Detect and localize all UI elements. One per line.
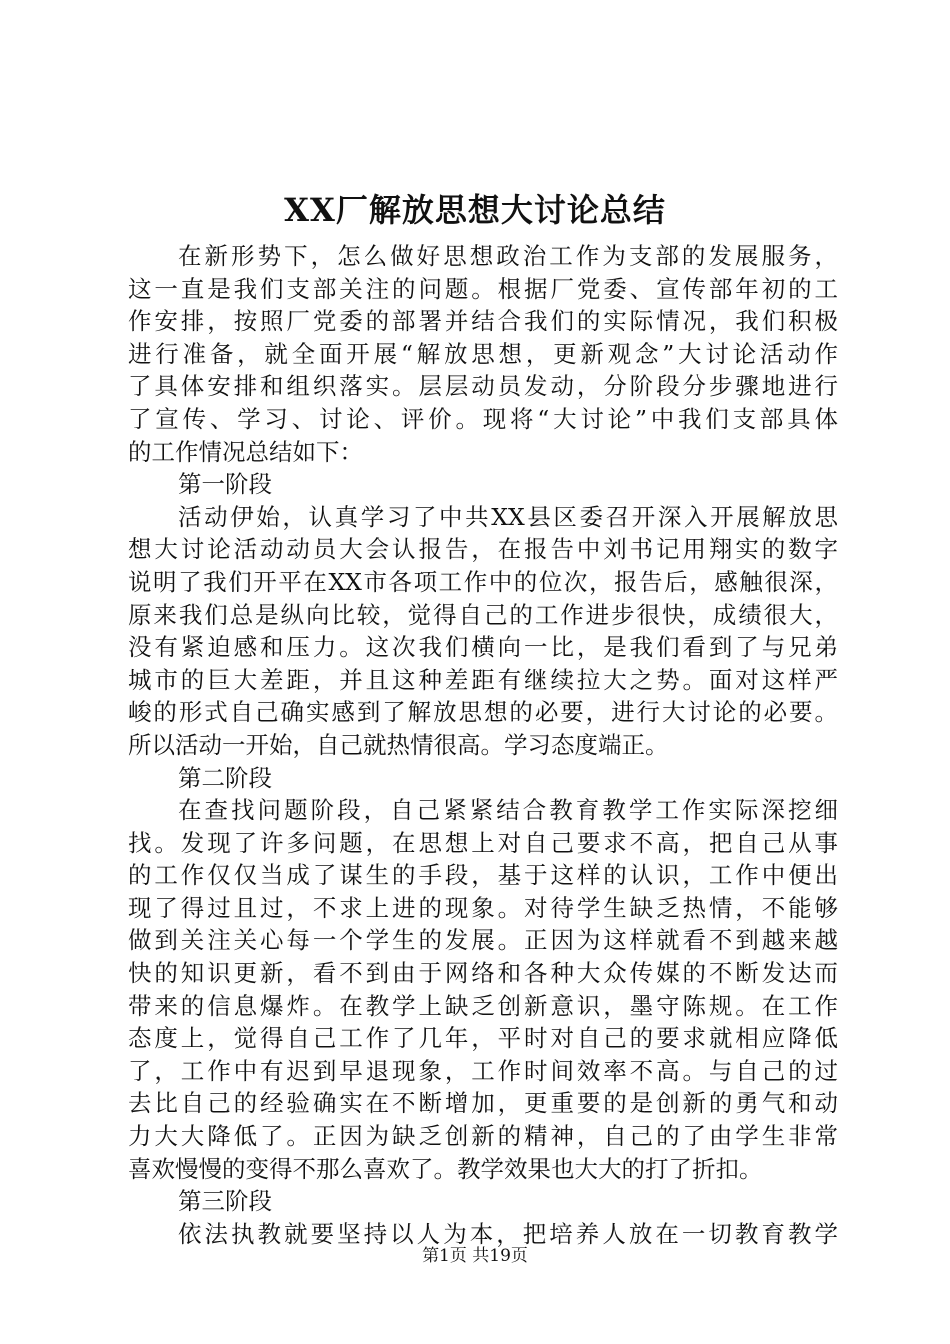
text-line: 现了得过且过，不求上进的现象。对待学生缺乏热情，不能够: [128, 893, 838, 922]
text-line: 的工作情况总结如下：: [128, 437, 363, 466]
text-line: 态度上，觉得自己工作了几年，平时对自己的要求就相应降低: [128, 1024, 838, 1053]
text-line: 想大讨论活动动员大会认报告，在报告中刘书记用翔实的数字: [128, 535, 838, 564]
section-heading: 第三阶段: [178, 1187, 272, 1216]
document-title: XX厂解放思想大讨论总结: [284, 191, 666, 229]
text-line: 峻的形式自己确实感到了解放思想的必要，进行大讨论的必要。: [128, 698, 838, 727]
text-line: 所以活动一开始，自己就热情很高。学习态度端正。: [128, 730, 669, 759]
text-line: 进行准备，就全面开展“解放思想，更新观念”大讨论活动作: [128, 339, 838, 368]
text-line: 快的知识更新，看不到由于网络和各种大众传媒的不断发达而: [128, 959, 838, 988]
text-line: 没有紧迫感和压力。这次我们横向一比，是我们看到了与兄弟: [128, 633, 838, 662]
text-line: 喜欢慢慢的变得不那么喜欢了。教学效果也大大的打了折扣。: [128, 1154, 763, 1183]
text-line: 找。发现了许多问题，在思想上对自己要求不高，把自己从事: [128, 828, 838, 857]
text-line: 带来的信息爆炸。在教学上缺乏创新意识，墨守陈规。在工作: [128, 991, 838, 1020]
text-line: 了，工作中有迟到早退现象，工作时间效率不高。与自己的过: [128, 1056, 838, 1085]
text-line: 做到关注关心每一个学生的发展。正因为这样就看不到越来越: [128, 926, 838, 955]
text-line: 这一直是我们支部关注的问题。根据厂党委、宣传部年初的工: [128, 274, 838, 303]
text-line: 城市的巨大差距，并且这种差距有继续拉大之势。面对这样严: [128, 665, 838, 694]
text-line: 活动伊始，认真学习了中共XX县区委召开深入开展解放思: [178, 502, 838, 531]
text-line: 在新形势下，怎么做好思想政治工作为支部的发展服务，: [178, 242, 838, 270]
section-heading: 第二阶段: [178, 763, 272, 792]
text-line: 去比自己的经验确实在不断增加，更重要的是创新的勇气和动: [128, 1089, 838, 1118]
text-line: 原来我们总是纵向比较，觉得自己的工作进步很快，成绩很大，: [128, 600, 838, 629]
text-line: 了具体安排和组织落实。层层动员发动，分阶段分步骤地进行: [128, 372, 838, 401]
text-line: 依法执教就要坚持以人为本，把培养人放在一切教育教学: [178, 1219, 838, 1248]
section-heading: 第一阶段: [178, 470, 272, 499]
document-body: [128, 240, 838, 1250]
text-line: 力大大降低了。正因为缺乏创新的精神，自己的了由学生非常: [128, 1122, 838, 1151]
text-line: 作安排，按照厂党委的部署并结合我们的实际情况，我们积极: [128, 307, 838, 336]
page-footer: 第1页 共19页: [422, 1246, 528, 1266]
text-line: 在查找问题阶段，自己紧紧结合教育教学工作实际深挖细: [178, 796, 838, 825]
text-line: 的工作仅仅当成了谋生的手段，基于这样的认识，工作中便出: [128, 861, 838, 890]
text-line: 说明了我们开平在XX市各项工作中的位次，报告后，感触很深，: [128, 567, 838, 596]
text-line: 了宣传、学习、讨论、评价。现将“大讨论”中我们支部具体: [128, 404, 838, 433]
